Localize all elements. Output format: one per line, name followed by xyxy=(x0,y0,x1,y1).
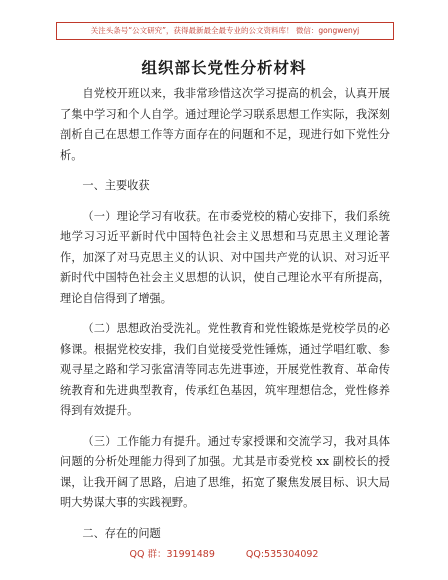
paragraph-ability: （三）工作能力有提升。通过专家授课和交流学习，我对具体问题的分析处理能力得到了加强。尤其是市委党校 xx 副校长的授课，让我开阔了思路，启迪了思维，拓宽了聚焦发展目标、识大局明大势谋大事的实践视野。 xyxy=(60,434,390,509)
section-heading-2: 二、存在的问题 xyxy=(82,526,161,540)
contact-footer xyxy=(0,546,448,560)
paragraph-ideology: （二）思想政治受洗礼。党性教育和党性锻炼是党校学员的必修课。根据党校安排，我们自觉接受党性锤炼，通过学唱红歌、参观寻星之路和学习张富清等同志先进事迹，开展党性教育、革命传统教育和先进典型教育，传承红色基因，筑牢理想信念，党性修养得到有效提升。 xyxy=(60,322,390,417)
qq-text: QQ:535304092 xyxy=(245,549,319,560)
intro-paragraph: 自党校开班以来，我非常珍惜这次学习提高的机会，认真开展了集中学习和个人自学。通过理论学习联系思想工作实际，我深刻剖析自己在思想工作等方面存在的问题和不足，现进行如下党性分析。 xyxy=(60,87,390,162)
document-body xyxy=(60,84,390,554)
paragraph-theory: （一）理论学习有收获。在市委党校的精心安排下，我们系统地学习习近平新时代中国特色社会主义思想和马克思主义理论著作，加深了对马克思主义的认识、对中国共产党的认识、对习近平新时代中国特色社会主义思想的认识，使自己理论水平有所提高，理论自信得到了增强。 xyxy=(60,209,390,305)
document-title: 组织部长党性分析材料 xyxy=(141,59,307,77)
qq-group-text: QQ 群：31991489 xyxy=(129,549,215,560)
promo-banner: 关注头条号“公文研究”，获得最新最全最专业的公文资料库！ 微信：gongwenyj xyxy=(56,22,394,40)
section-heading-1: 一、主要收获 xyxy=(82,179,150,192)
